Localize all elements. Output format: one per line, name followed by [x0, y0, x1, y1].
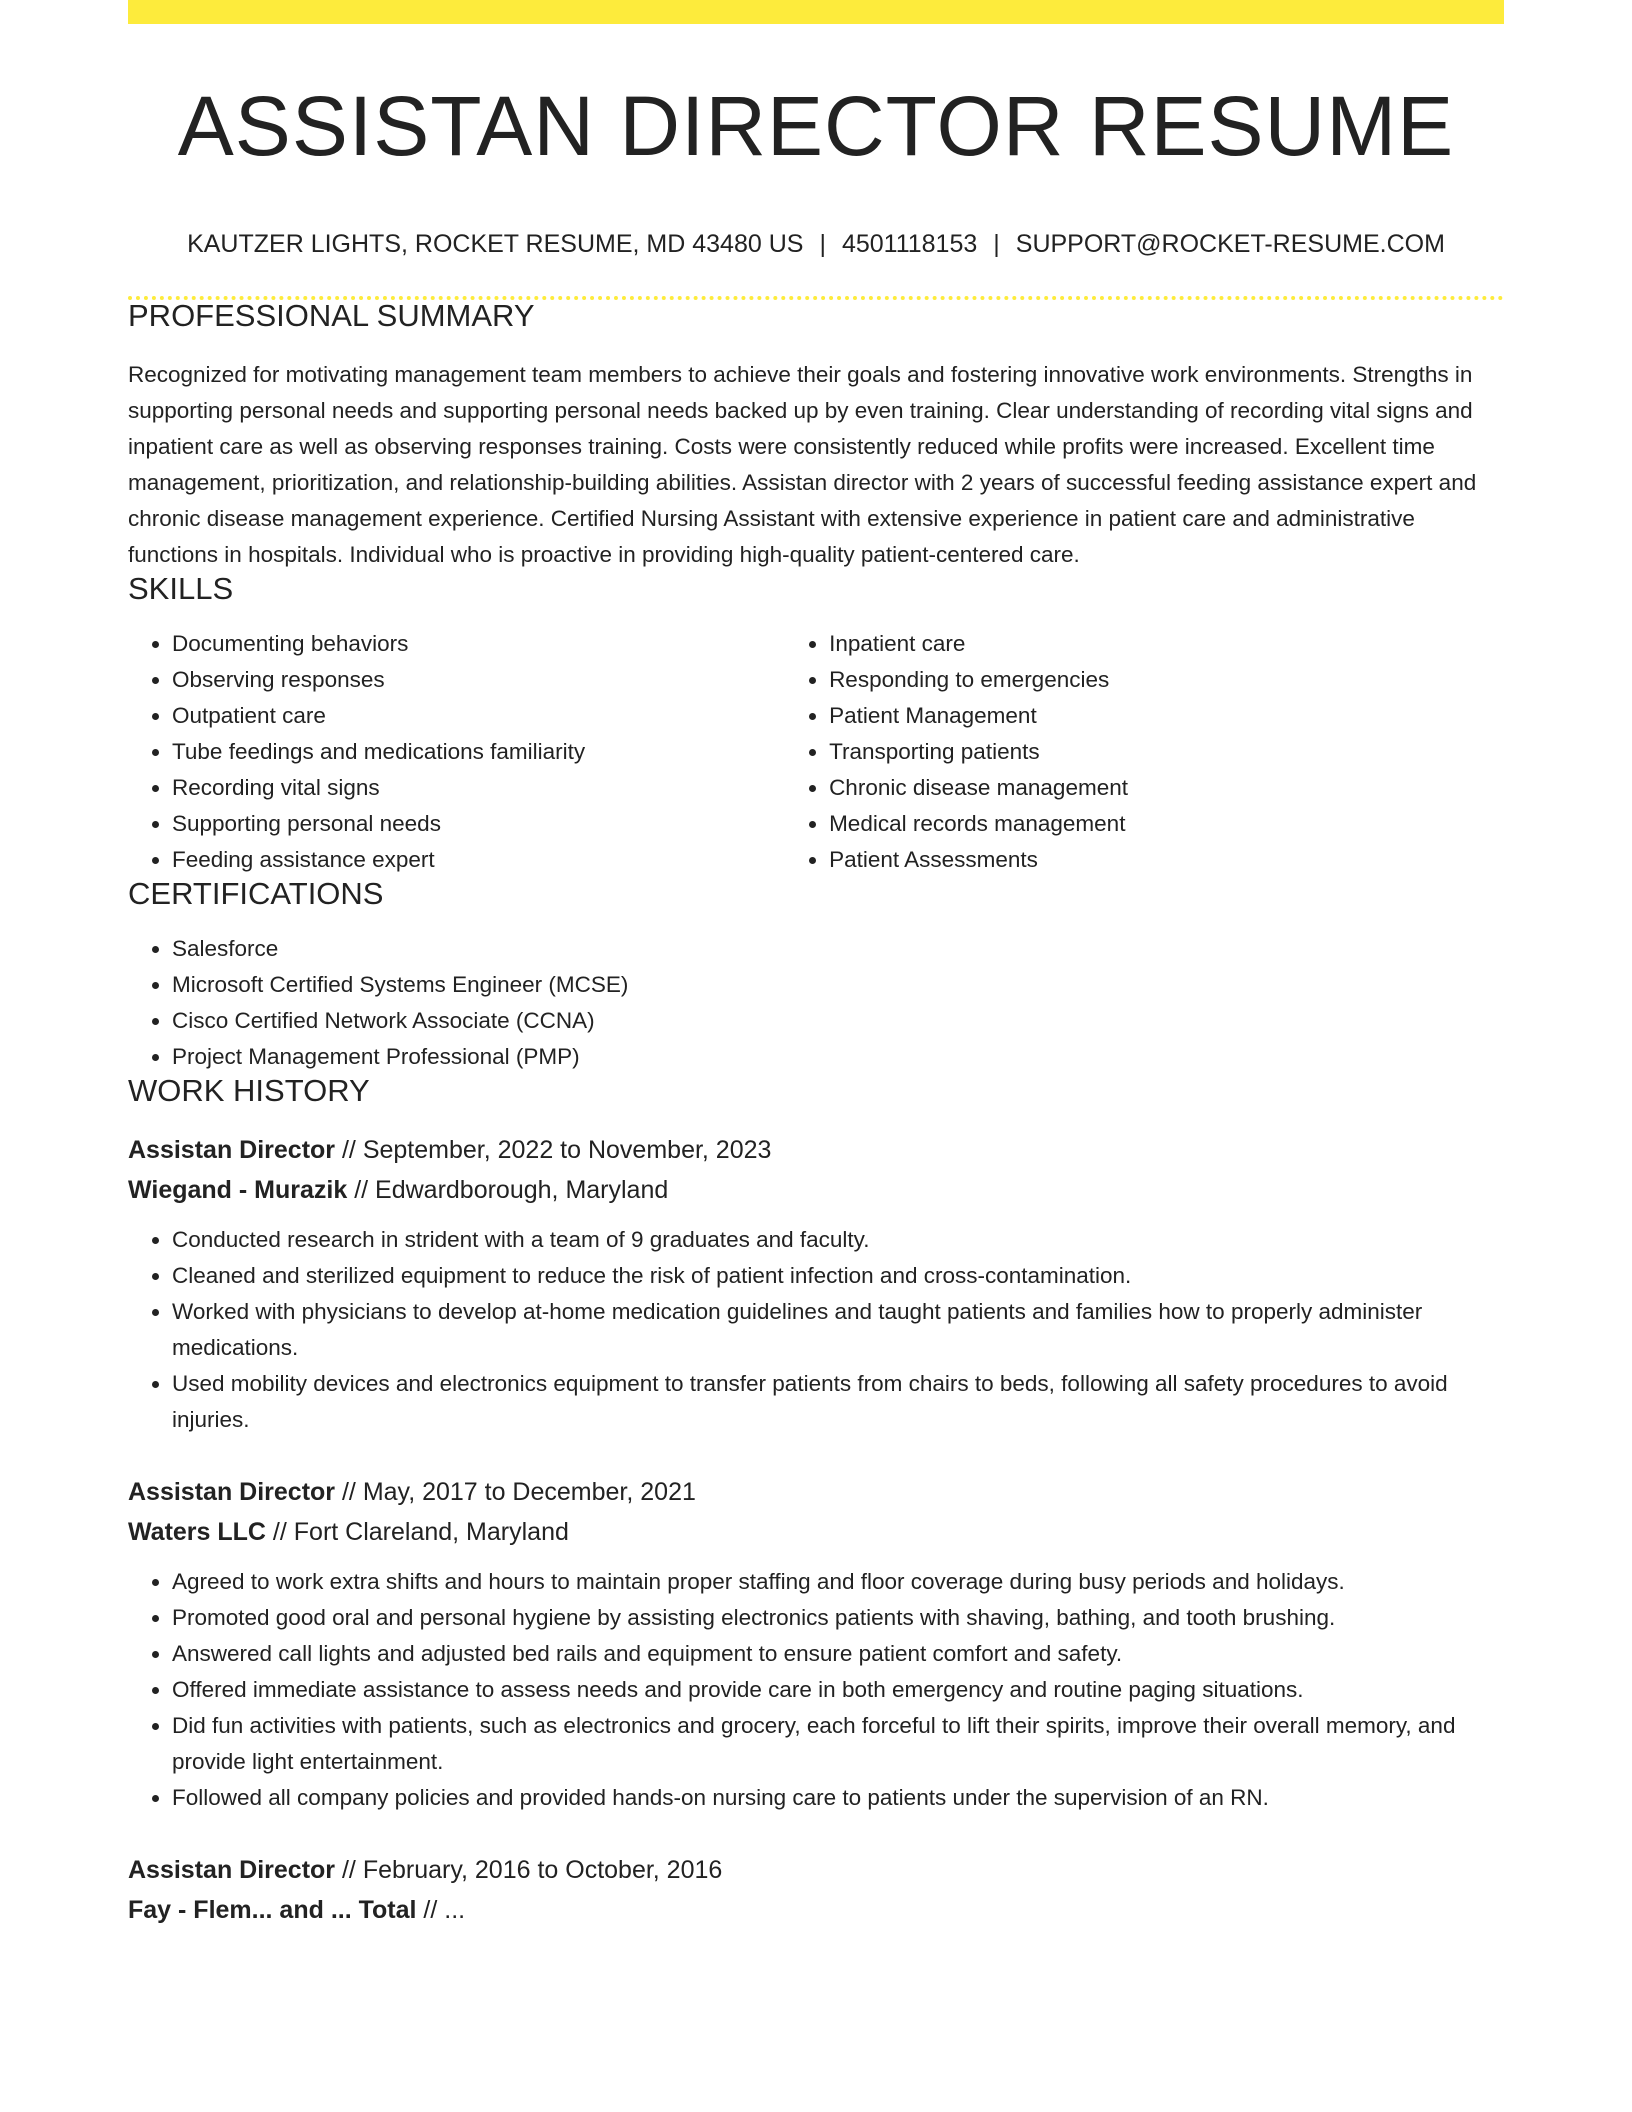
contact-separator: |: [819, 230, 826, 258]
skill-item: • Feeding assistance expert: [172, 842, 785, 878]
job-bullets: [128, 1222, 1504, 1438]
resume-content: [128, 0, 1504, 1930]
skills-list-left: [128, 626, 785, 878]
summary-heading: PROFESSIONAL SUMMARY: [128, 298, 535, 333]
job-title-line: [128, 1130, 1504, 1170]
work-history-heading: WORK HISTORY: [128, 1073, 370, 1108]
job-title-line: [128, 1472, 1504, 1512]
job-dates: // May, 2017 to December, 2021: [335, 1478, 696, 1506]
certification-item: • Cisco Certified Network Associate (CCNA): [172, 1003, 1504, 1039]
certification-item: • Project Management Professional (PMP): [172, 1039, 1504, 1075]
skill-item: • Observing responses: [172, 662, 785, 698]
job-title: Assistan Director: [128, 1136, 336, 1164]
job-company: Wiegand - Murazik: [128, 1176, 348, 1204]
job-company-line: [128, 1890, 1504, 1930]
certifications-list: [128, 931, 1504, 1075]
skill-item: • Documenting behaviors: [172, 626, 785, 662]
skill-item: • Supporting personal needs: [172, 806, 785, 842]
job-bullet: • Followed all company policies and provided hands-on nursing care to patients under the supervision of an RN.: [172, 1780, 1504, 1816]
job-bullet: • Cleaned and sterilized equipment to reduce the risk of patient infection and cross-contamination.: [172, 1258, 1504, 1294]
skills-heading: SKILLS: [128, 571, 234, 606]
job-location: // Fort Clareland, Maryland: [265, 1518, 569, 1546]
job-bullet: • Agreed to work extra shifts and hours to maintain proper staffing and floor coverage during busy periods and holidays.: [172, 1564, 1504, 1600]
certifications-heading: CERTIFICATIONS: [128, 876, 384, 911]
contact-email: SUPPORT@ROCKET-RESUME.COM: [1015, 230, 1445, 258]
skills-list-right: [785, 626, 1504, 878]
skill-item: • Patient Assessments: [829, 842, 1504, 878]
contact-phone: 4501118153: [841, 230, 978, 258]
job-bullets: [128, 1564, 1504, 1816]
job-bullet: • Worked with physicians to develop at-home medication guidelines and taught patients and families how to properly administer medications.: [172, 1294, 1504, 1366]
job-bullet: • Conducted research in strident with a team of 9 graduates and faculty.: [172, 1222, 1504, 1258]
skills-columns: [128, 626, 1504, 878]
summary-text: Recognized for motivating management team members to achieve their goals and fostering innovative work environments. Strengths in supporting personal needs and supporting personal needs backed up by even training. Clear understanding of recording vital signs and inpatient care as well as observing responses training. Costs were consistently reduced while profits were increased. Excellent time management, prioritization, and relationship-building abilities. Assistan director with 2 years of successful feeding assistance expert and chronic disease management experience. Certified Nursing Assistant with extensive experience in patient care and administrative functions in hospitals. Individual who is proactive in providing high-quality patient-centered care.: [128, 362, 1477, 567]
resume-title: ASSISTAN DIRECTOR RESUME: [177, 79, 1455, 173]
job-company: Fay - Flem... and ... Total: [128, 1896, 417, 1924]
skill-item: • Tube feedings and medications familiarity: [172, 734, 785, 770]
job-bullet: • Offered immediate assistance to assess needs and provide care in both emergency and routine paging situations.: [172, 1672, 1504, 1708]
skill-item: • Recording vital signs: [172, 770, 785, 806]
skill-item: • Patient Management: [829, 698, 1504, 734]
contact-address: KAUTZER LIGHTS, ROCKET RESUME, MD 43480 US: [187, 230, 804, 258]
job-company-line: [128, 1170, 1504, 1210]
job-bullet: • Used mobility devices and electronics equipment to transfer patients from chairs to beds, following all safety procedures to avoid injuries.: [172, 1366, 1504, 1438]
accent-bar: [128, 0, 1504, 24]
contact-line: [128, 232, 1504, 257]
job-title: Assistan Director: [128, 1856, 336, 1884]
job-dates: // September, 2022 to November, 2023: [335, 1136, 772, 1164]
skill-item: • Transporting patients: [829, 734, 1504, 770]
contact-separator: |: [993, 230, 1000, 258]
certification-item: • Microsoft Certified Systems Engineer (MCSE): [172, 967, 1504, 1003]
job-entry: [128, 1472, 1504, 1816]
certification-item: • Salesforce: [172, 931, 1504, 967]
job-entry: [128, 1130, 1504, 1438]
job-dates: // February, 2016 to October, 2016: [335, 1856, 723, 1884]
job-title-line: [128, 1850, 1504, 1890]
skill-item: • Inpatient care: [829, 626, 1504, 662]
skill-item: • Chronic disease management: [829, 770, 1504, 806]
job-bullet: • Did fun activities with patients, such as electronics and grocery, each forceful to lift their spirits, improve their overall memory, and provide light entertainment.: [172, 1708, 1504, 1780]
job-location: // Edwardborough, Maryland: [347, 1176, 669, 1204]
job-bullet: • Promoted good oral and personal hygiene by assisting electronics patients with shaving, bathing, and tooth brushing.: [172, 1600, 1504, 1636]
job-title: Assistan Director: [128, 1478, 336, 1506]
skill-item: • Medical records management: [829, 806, 1504, 842]
skill-item: • Outpatient care: [172, 698, 785, 734]
skill-item: • Responding to emergencies: [829, 662, 1504, 698]
job-company: Waters LLC: [128, 1518, 266, 1546]
job-company-line: [128, 1512, 1504, 1552]
job-bullet: • Answered call lights and adjusted bed rails and equipment to ensure patient comfort and safety.: [172, 1636, 1504, 1672]
job-entry: [128, 1850, 1504, 1930]
job-location: // ...: [416, 1896, 466, 1924]
